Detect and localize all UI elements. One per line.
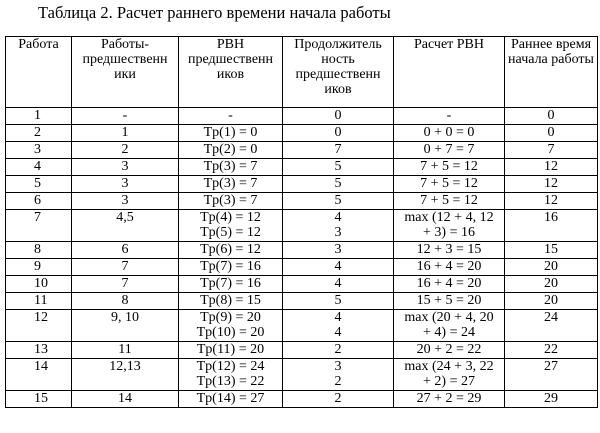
cell-line: предшественн [187, 52, 274, 67]
header-predecessor-rvn [179, 37, 283, 108]
cell-line: 1 [121, 125, 129, 140]
cell-line: 3 [121, 159, 129, 174]
early-start-cell: 16 [505, 210, 598, 242]
cell-line: Tp(4) = 12 [200, 210, 261, 225]
cell-line: Tp(7) = 16 [200, 259, 261, 274]
cell-line: + 2) = 27 [423, 374, 475, 389]
cell-line: Расчет РВН [413, 37, 485, 52]
cell-line: предшественн [82, 52, 168, 67]
cell-line: 4 [334, 310, 342, 325]
predecessors-cell [72, 293, 179, 310]
cell-line: 7 [334, 142, 342, 157]
cell-line: 0 [334, 108, 342, 123]
work-cell: 9 [6, 259, 72, 276]
rvn-calculation-cell [394, 259, 505, 276]
predecessors-cell [72, 391, 179, 408]
cell-line: Tp(14) = 27 [196, 391, 265, 406]
work-cell: 5 [6, 176, 72, 193]
predecessor-rvn-cell [179, 176, 283, 193]
work-cell: 12 [6, 310, 72, 342]
cell-line: иков [324, 82, 352, 97]
duration-cell [283, 242, 394, 259]
cell-line: 7 [121, 259, 129, 274]
rvn-calculation-cell [394, 391, 505, 408]
cell-line: Tp(2) = 0 [203, 142, 258, 157]
rvn-calculation-cell [394, 276, 505, 293]
cell-line: Tp(3) = 7 [203, 159, 258, 174]
cell-line: Tp(10) = 20 [196, 325, 265, 340]
cell-line: 4 [334, 325, 342, 340]
work-cell: 11 [6, 293, 72, 310]
duration-cell [283, 176, 394, 193]
rvn-calculation-cell [394, 142, 505, 159]
cell-line: 8 [121, 293, 129, 308]
rvn-calculation-cell [394, 242, 505, 259]
work-cell: 4 [6, 159, 72, 176]
early-start-cell: 22 [505, 342, 598, 359]
early-start-cell: 20 [505, 293, 598, 310]
table-caption: Таблица 2. Расчет раннего времени начала работы [38, 3, 391, 22]
cell-line: 3 [334, 242, 342, 257]
predecessors-cell [72, 310, 179, 342]
cell-line: 7 + 5 = 12 [420, 159, 478, 174]
header-work [6, 37, 72, 108]
table-row [6, 293, 598, 310]
rvn-calculation-cell [394, 359, 505, 391]
duration-cell [283, 259, 394, 276]
cell-line: Tp(1) = 0 [203, 125, 258, 140]
predecessor-rvn-cell [179, 242, 283, 259]
cell-line: 0 + 7 = 7 [423, 142, 475, 157]
cell-line: 16 + 4 = 20 [416, 259, 482, 274]
early-start-cell: 15 [505, 242, 598, 259]
table-row [6, 210, 598, 242]
cell-line: 27 + 2 = 29 [416, 391, 482, 406]
work-cell: 15 [6, 391, 72, 408]
predecessor-rvn-cell [179, 142, 283, 159]
table-row [6, 193, 598, 210]
cell-line: 2 [121, 142, 129, 157]
early-start-cell: 12 [505, 176, 598, 193]
cell-line: Tp(6) = 12 [200, 242, 261, 257]
predecessors-cell [72, 210, 179, 242]
table-row [6, 359, 598, 391]
rvn-calculation-cell [394, 210, 505, 242]
cell-line: 4 [334, 210, 342, 225]
predecessor-rvn-cell [179, 293, 283, 310]
cell-line: max (20 + 4, 20 [404, 310, 494, 325]
cell-line: 0 [334, 125, 342, 140]
predecessor-rvn-cell [179, 159, 283, 176]
cell-line: Работы- [100, 37, 150, 52]
cell-line: 3 [121, 176, 129, 191]
table-row [6, 259, 598, 276]
rvn-calculation-cell [394, 310, 505, 342]
early-start-cell: 0 [505, 108, 598, 125]
cell-line: Раннее время [510, 37, 592, 52]
predecessor-rvn-cell [179, 310, 283, 342]
predecessor-rvn-cell [179, 125, 283, 142]
cell-line: max (12 + 4, 12 [404, 210, 494, 225]
duration-cell [283, 125, 394, 142]
cell-line: 12,13 [109, 359, 141, 374]
cell-line: 7 + 5 = 12 [420, 176, 478, 191]
duration-cell [283, 108, 394, 125]
cell-line: ики [114, 67, 136, 82]
work-cell: 8 [6, 242, 72, 259]
predecessor-rvn-cell [179, 193, 283, 210]
cell-line: 7 + 5 = 12 [420, 193, 478, 208]
predecessors-cell [72, 159, 179, 176]
cell-line: 9, 10 [111, 310, 139, 325]
predecessors-cell [72, 359, 179, 391]
predecessors-cell [72, 108, 179, 125]
rvn-calculation-cell [394, 159, 505, 176]
predecessors-cell [72, 142, 179, 159]
rvn-calculation-cell [394, 193, 505, 210]
cell-line: 12 + 3 = 15 [416, 242, 482, 257]
cell-line: Работа [18, 37, 59, 52]
cell-line: Tp(9) = 20 [200, 310, 261, 325]
cell-line: 6 [121, 242, 129, 257]
rvn-calculation-cell [394, 176, 505, 193]
cell-line: 3 [334, 225, 342, 240]
cell-line: Tp(8) = 15 [200, 293, 261, 308]
header-predecessors [72, 37, 179, 108]
predecessors-cell [72, 342, 179, 359]
table-row [6, 242, 598, 259]
table-row [6, 310, 598, 342]
cell-line: 3 [334, 359, 342, 374]
cell-line: 5 [334, 293, 342, 308]
early-start-cell: 0 [505, 125, 598, 142]
duration-cell [283, 142, 394, 159]
cell-line: 15 + 5 = 20 [416, 293, 482, 308]
predecessors-cell [72, 259, 179, 276]
cell-line: max (24 + 3, 22 [404, 359, 494, 374]
table-row [6, 125, 598, 142]
predecessors-cell [72, 276, 179, 293]
cell-line: Tp(3) = 7 [203, 176, 258, 191]
work-cell: 1 [6, 108, 72, 125]
work-cell: 13 [6, 342, 72, 359]
table-row [6, 159, 598, 176]
cell-line: 14 [118, 391, 132, 406]
work-cell: 7 [6, 210, 72, 242]
header-early-start [505, 37, 598, 108]
cell-line: 5 [334, 159, 342, 174]
cell-line: 3 [121, 193, 129, 208]
cell-line: Tp(11) = 20 [196, 342, 265, 357]
early-start-cell: 7 [505, 142, 598, 159]
cell-line: начала работы [508, 52, 594, 67]
cell-line: 7 [121, 276, 129, 291]
work-cell: 2 [6, 125, 72, 142]
cell-line: Tp(13) = 22 [196, 374, 265, 389]
cell-line: РВН [216, 37, 245, 52]
table-row [6, 142, 598, 159]
duration-cell [283, 391, 394, 408]
predecessor-rvn-cell [179, 108, 283, 125]
duration-cell [283, 310, 394, 342]
cell-line: 4,5 [116, 210, 134, 225]
table-row [6, 176, 598, 193]
duration-cell [283, 210, 394, 242]
header-row [6, 37, 598, 108]
early-start-cell: 20 [505, 276, 598, 293]
table-row [6, 276, 598, 293]
header-predecessor-duration [283, 37, 394, 108]
predecessors-cell [72, 242, 179, 259]
cell-line: ность [321, 52, 355, 67]
early-start-cell: 27 [505, 359, 598, 391]
cell-line: 0 + 0 = 0 [423, 125, 475, 140]
cell-line: Tp(3) = 7 [203, 193, 258, 208]
predecessor-rvn-cell [179, 359, 283, 391]
rvn-calculation-cell [394, 293, 505, 310]
predecessors-cell [72, 125, 179, 142]
cell-line: - [446, 108, 452, 123]
cell-line: 5 [334, 193, 342, 208]
cell-line: 4 [334, 276, 342, 291]
cell-line: иков [216, 67, 245, 82]
cell-line: 16 + 4 = 20 [416, 276, 482, 291]
cell-line: - [228, 108, 233, 123]
duration-cell [283, 276, 394, 293]
cell-line: 2 [334, 342, 342, 357]
cell-line: Tp(12) = 24 [196, 359, 265, 374]
cell-line: Tp(5) = 12 [200, 225, 261, 240]
work-cell: 3 [6, 142, 72, 159]
predecessor-rvn-cell [179, 210, 283, 242]
cell-line: предшественн [295, 67, 381, 82]
duration-cell [283, 359, 394, 391]
cell-line: 4 [334, 259, 342, 274]
early-start-cell: 12 [505, 159, 598, 176]
duration-cell [283, 293, 394, 310]
table-row [6, 108, 598, 125]
cell-line: 20 + 2 = 22 [416, 342, 482, 357]
duration-cell [283, 342, 394, 359]
cell-line: + 4) = 24 [423, 325, 475, 340]
duration-cell [283, 159, 394, 176]
early-start-cell: 29 [505, 391, 598, 408]
cell-line: 2 [334, 374, 342, 389]
cell-line: Продолжитель [294, 37, 382, 52]
cell-line: - [122, 108, 128, 123]
early-start-cell: 24 [505, 310, 598, 342]
cell-line: Tp(7) = 16 [200, 276, 261, 291]
rvn-calculation-cell [394, 108, 505, 125]
predecessor-rvn-cell [179, 276, 283, 293]
work-cell: 14 [6, 359, 72, 391]
predecessor-rvn-cell [179, 391, 283, 408]
header-rvn-calculation [394, 37, 505, 108]
table-row [6, 342, 598, 359]
predecessor-rvn-cell [179, 259, 283, 276]
work-cell: 10 [6, 276, 72, 293]
predecessor-rvn-cell [179, 342, 283, 359]
early-start-cell: 20 [505, 259, 598, 276]
predecessors-cell [72, 176, 179, 193]
rvn-calculation-cell [394, 125, 505, 142]
predecessors-cell [72, 193, 179, 210]
cell-line: 11 [118, 342, 132, 357]
rvn-calculation-cell [394, 342, 505, 359]
work-cell: 6 [6, 193, 72, 210]
cell-line: + 3) = 16 [423, 225, 475, 240]
cell-line: 2 [334, 391, 342, 406]
cell-line: 5 [334, 176, 342, 191]
early-start-cell: 12 [505, 193, 598, 210]
duration-cell [283, 193, 394, 210]
table-row [6, 391, 598, 408]
early-start-table [5, 36, 598, 408]
